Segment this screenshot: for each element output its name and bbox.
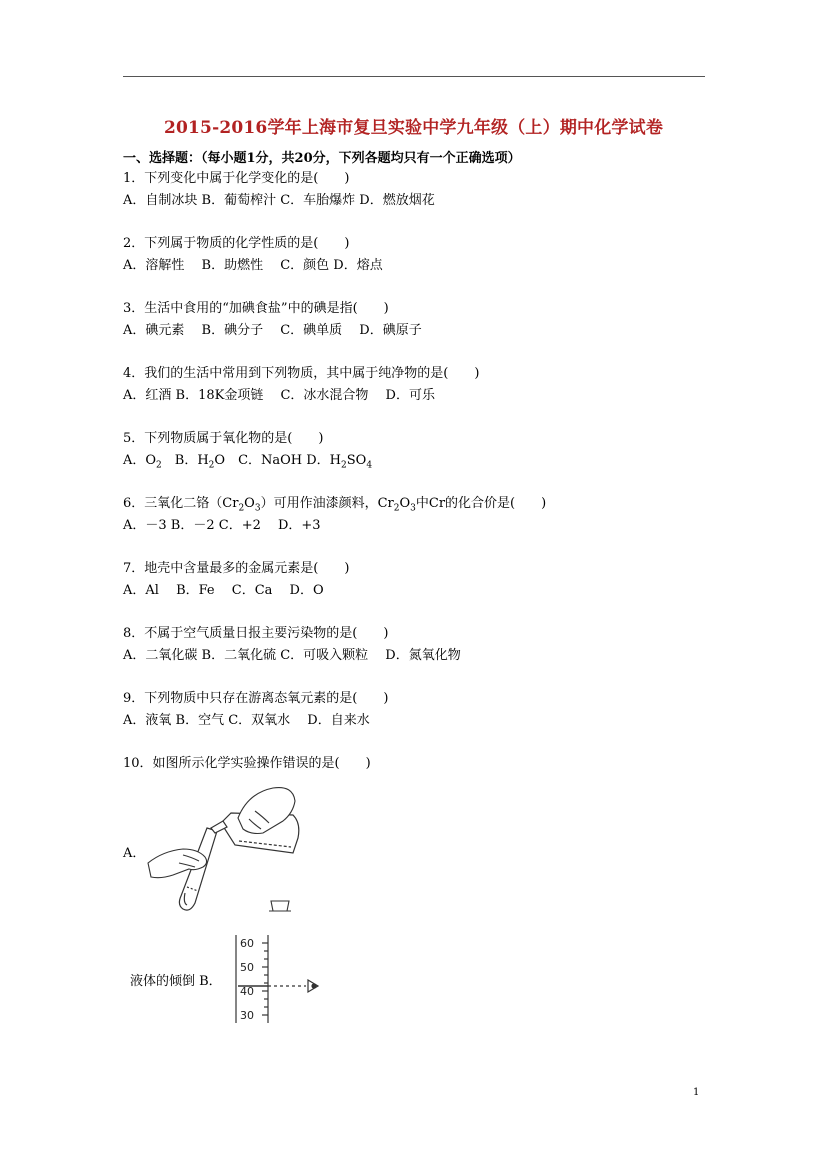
question-8-options: A．二氧化碳 B．二氧化硫 C．可吸入颗粒 D．氮氧化物 bbox=[123, 648, 461, 663]
question-5-options: A．$O_2$ B．$H_2O$ C．NaOH D．$H_2SO_4$ bbox=[123, 453, 373, 471]
question-4-options: A．红酒 B．18K金项链 C．冰水混合物 D．可乐 bbox=[123, 388, 435, 403]
question-10: 10．如图所示化学实验操作错误的是( ) bbox=[123, 756, 371, 771]
tick-label-50: 50 bbox=[240, 961, 254, 974]
section-heading: 一、选择题：（每小题1分，共20分，下列各题均只有一个正确选项） bbox=[123, 151, 521, 166]
tick-label-30: 30 bbox=[240, 1009, 254, 1022]
question-2: 2．下列属于物质的化学性质的是( ) bbox=[123, 236, 350, 251]
question-1: 1．下列变化中属于化学变化的是( ) bbox=[123, 171, 350, 186]
pouring-liquid-figure bbox=[143, 783, 303, 918]
question-6-options: A．－3 B．－2 C．+2 D．+3 bbox=[123, 518, 321, 533]
question-7: 7．地壳中含量最多的金属元素是( ) bbox=[123, 561, 350, 576]
tick-label-60: 60 bbox=[240, 937, 254, 950]
tick-label-40: 40 bbox=[240, 985, 254, 998]
question-3-options: A．碘元素 B．碘分子 C．碘单质 D．碘原子 bbox=[123, 323, 422, 338]
header-rule bbox=[123, 76, 705, 77]
page-number: 1 bbox=[693, 1087, 700, 1098]
question-7-options: A．Al B．Fe C．Ca D．O bbox=[123, 583, 324, 598]
option-a-label: A． bbox=[123, 846, 146, 861]
question-3: 3．生活中食用的“加碘食盐”中的碘是指( ) bbox=[123, 301, 389, 316]
question-5: 5．下列物质属于氧化物的是( ) bbox=[123, 431, 324, 446]
option-b-label: 液体的倾倒 B． bbox=[130, 974, 222, 989]
question-8: 8．不属于空气质量日报主要污染物的是( ) bbox=[123, 626, 389, 641]
question-9-options: A．液氧 B．空气 C．双氧水 D．自来水 bbox=[123, 713, 370, 728]
question-9: 9．下列物质中只存在游离态氧元素的是( ) bbox=[123, 691, 389, 706]
question-2-options: A．溶解性 B．助燃性 C．颜色 D．熔点 bbox=[123, 258, 383, 273]
graduated-cylinder-figure bbox=[228, 933, 328, 1025]
page-title: 2015-2016学年上海市复旦实验中学九年级（上）期中化学试卷 bbox=[163, 118, 664, 138]
question-4: 4．我们的生活中常用到下列物质，其中属于纯净物的是( ) bbox=[123, 366, 480, 381]
question-1-options: A．自制冰块 B．葡萄榨汁 C．车胎爆炸 D．燃放烟花 bbox=[123, 193, 435, 208]
question-6: 6．三氧化二铬$(Cr_2O_3)$可用作油漆颜料，$Cr_2O_3$中Cr的化合价是( ) bbox=[123, 496, 547, 514]
